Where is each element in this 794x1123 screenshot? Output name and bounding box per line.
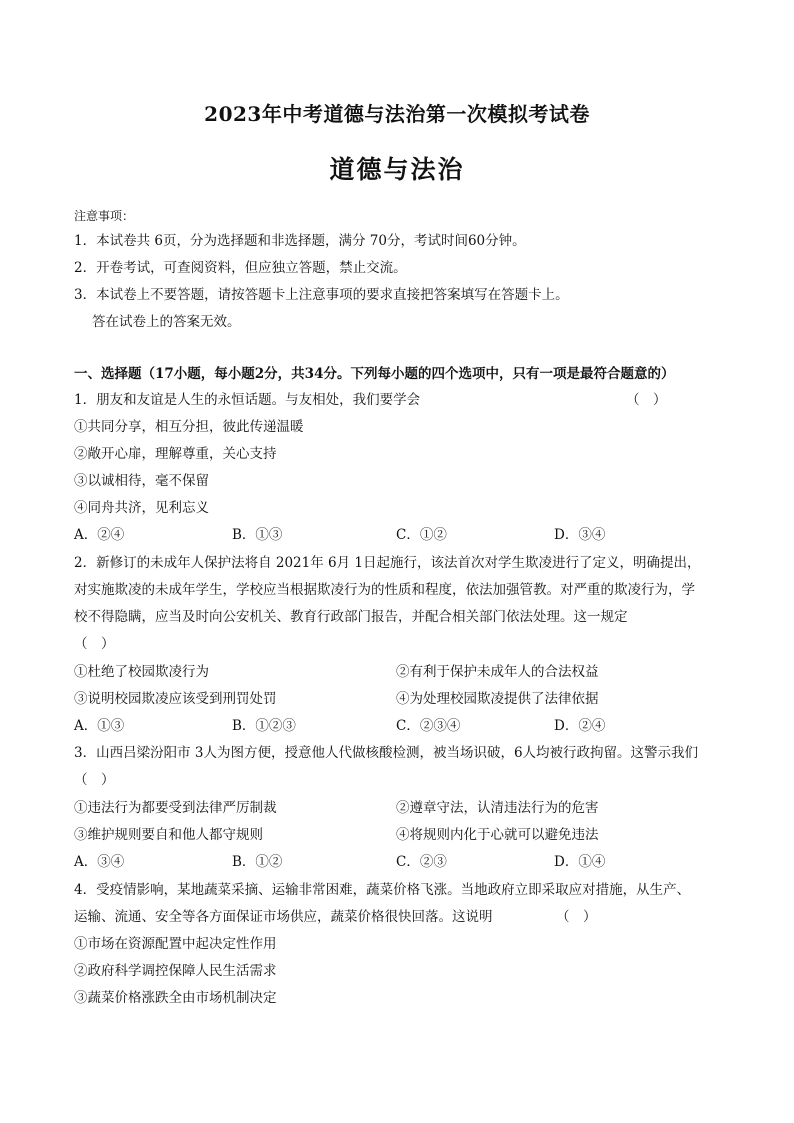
option-d: D．①④	[554, 854, 606, 870]
answer-paren: （ ）	[74, 772, 115, 788]
option-a: A．③④	[74, 854, 125, 870]
answer-paren: （ ）	[74, 636, 115, 652]
option-d: D．③④	[554, 527, 606, 543]
option-d: D．②④	[554, 718, 606, 734]
notice-item: 1．本试卷共 6页，分为选择题和非选择题，满分 70分，考试时间60分钟。	[74, 233, 526, 249]
section-heading: 一、选择题（17小题，每小题2分，共34分。下列每小题的四个选项中，只有一项是最符合题意的）	[74, 366, 675, 382]
option-a: A．①③	[74, 718, 125, 734]
exam-title: 2023年中考道德与法治第一次模拟考试卷	[204, 102, 590, 126]
answer-paren: （ ）	[626, 392, 667, 408]
option-c: C．②③④	[396, 718, 461, 734]
statement: ②有利于保护未成年人的合法权益	[396, 664, 599, 680]
question-stem: 1．朋友和友谊是人生的永恒话题。与友相处，我们要学会	[74, 392, 421, 408]
question-stem: 校不得隐瞒，应当及时向公安机关、教育行政部门报告，并配合相关部门依法处理。这一规定	[74, 609, 628, 625]
statement: ②敞开心扉，理解尊重，关心支持	[74, 446, 277, 462]
question-stem: 运输、流通、安全等各方面保证市场供应，蔬菜价格很快回落。这说明	[74, 909, 493, 925]
statement: ③以诚相待，毫不保留	[74, 473, 209, 489]
statement: ①违法行为都要受到法律严厉制裁	[74, 800, 277, 816]
notice-heading: 注意事项：	[74, 209, 135, 223]
option-c: C．②③	[396, 854, 447, 870]
subject-title: 道德与法治	[329, 155, 465, 184]
question-stem: 对实施欺凌的未成年学生，学校应当根据欺凌行为的性质和程度，依法加强管教。对严重的欺凌行为，学	[74, 582, 695, 598]
question-stem: 2．新修订的未成年人保护法将自 2021年 6月 1日起施行，该法首次对学生欺凌进行了定义，明确提出，	[74, 555, 701, 571]
statement: ③说明校园欺凌应该受到刑罚处罚	[74, 691, 277, 707]
notice-item: 答在试卷上的答案无效。	[92, 314, 241, 330]
option-c: C．①②	[396, 527, 447, 543]
statement: ④同舟共济，见利忘义	[74, 500, 209, 516]
answer-paren: （ ）	[556, 909, 597, 925]
statement: ③蔬菜价格涨跌全由市场机制决定	[74, 990, 277, 1006]
statement: ④将规则内化于心就可以避免违法	[396, 827, 599, 843]
option-b: B．①②	[232, 854, 283, 870]
statement: ①共同分享，相互分担，彼此传递温暖	[74, 419, 304, 435]
option-b: B．①②③	[232, 718, 296, 734]
question-stem: 3．山西吕梁汾阳市 3人为图方便，授意他人代做核酸检测，被当场识破，6人均被行政拘留。这警示我们	[74, 745, 699, 761]
option-b: B．①③	[232, 527, 283, 543]
notice-item: 2．开卷考试，可查阅资料，但应独立答题，禁止交流。	[74, 260, 407, 276]
notice-item: 3．本试卷上不要答题，请按答题卡上注意事项的要求直接把答案填写在答题卡上。	[74, 287, 569, 303]
question-stem: 4．受疫情影响，某地蔬菜采摘、运输非常困难，蔬菜价格飞涨。当地政府立即采取应对措施，从生产、	[74, 882, 691, 898]
option-a: A．②④	[74, 527, 125, 543]
statement: ②遵章守法，认清违法行为的危害	[396, 800, 599, 816]
statement: ①杜绝了校园欺凌行为	[74, 664, 209, 680]
statement: ①市场在资源配置中起决定性作用	[74, 936, 277, 952]
statement: ②政府科学调控保障人民生活需求	[74, 963, 277, 979]
statement: ④为处理校园欺凌提供了法律依据	[396, 691, 599, 707]
statement: ③维护规则要自和他人都守规则	[74, 827, 263, 843]
